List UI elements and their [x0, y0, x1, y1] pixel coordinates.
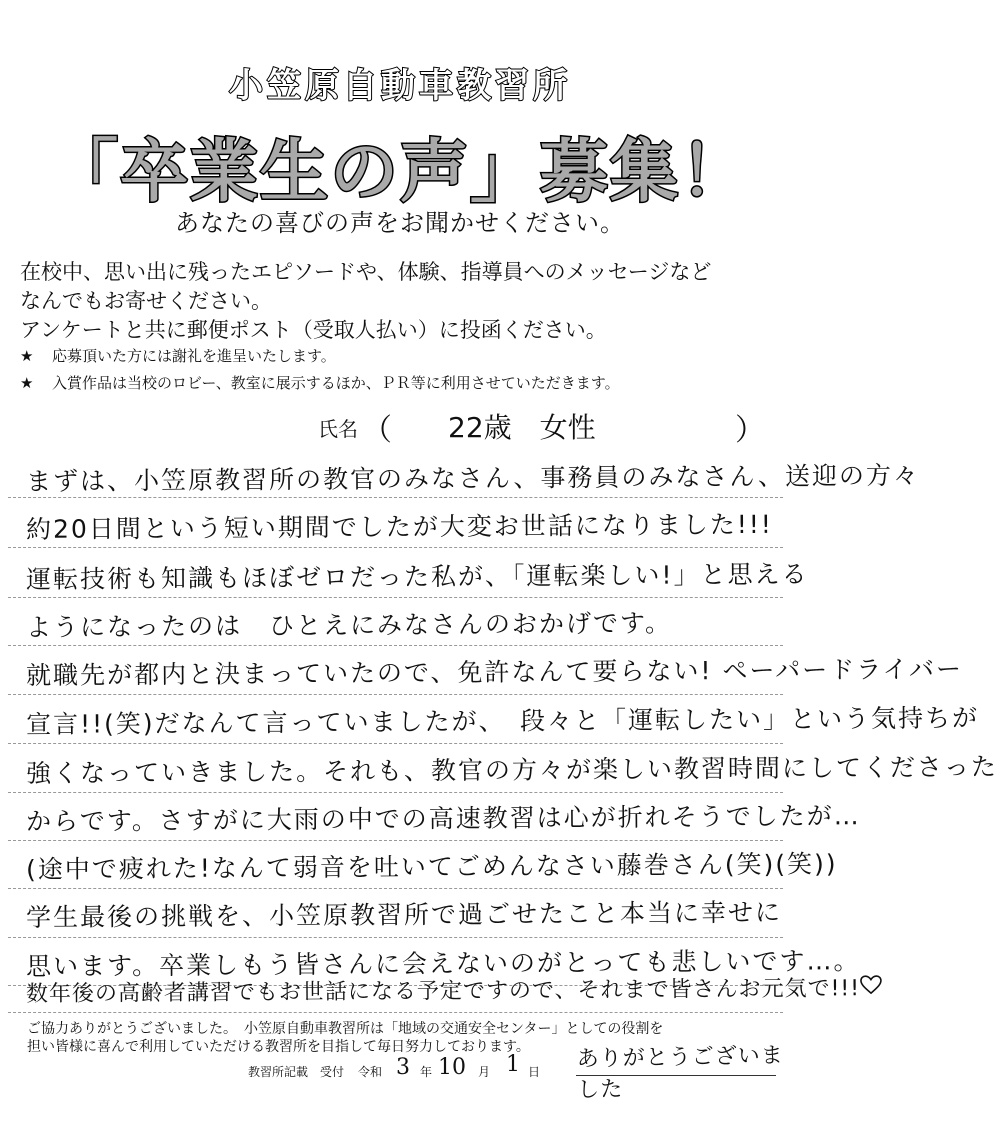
tagline: あなたの喜びの声をお聞かせください。: [175, 209, 625, 237]
footer-text: ご協力ありがとうございました。 小笠原自動車教習所は「地域の交通安全センター」としての役割を: [27, 1021, 664, 1037]
writing-rule: [8, 547, 783, 548]
message-line: (途中で疲れた!なんて弱音を吐いてごめんなさい藤巻さん(笑)(笑)): [25, 849, 838, 884]
receipt-day-unit: 日: [528, 1065, 541, 1079]
name-field: [0, 405, 800, 448]
open-paren: （: [362, 413, 392, 448]
writing-rule: [8, 694, 783, 695]
close-paren: ）: [735, 413, 765, 448]
note-text: 入賞作品は当校のロビー、教室に展示するほか、ＰＲ等に利用させていただきます。: [52, 374, 620, 392]
message-line: 学生最後の挑戦を、小笠原教習所で過ごせたこと本当に幸せに: [25, 897, 783, 932]
message-line-text: 数年後の高齢者講習でもお世話になる予定ですので、それまで皆さんお元気で!!!: [25, 976, 861, 1007]
message-line: ようになったのは ひとえにみなさんのおかげです。: [25, 608, 673, 642]
note-item: [20, 345, 790, 366]
writing-rule: [8, 743, 783, 744]
message-line: まずは、小笠原教習所の教官のみなさん、事務員のみなさん、送迎の方々: [25, 460, 921, 496]
message-line: [25, 972, 861, 1008]
writing-rule: [8, 1012, 783, 1013]
note-item: [20, 372, 790, 393]
intro-line: なんでもお寄せください。: [20, 289, 272, 313]
writing-rule: [8, 645, 783, 646]
message-line: からです。さすがに大雨の中での高速教習は心が折れそうでしたが…: [25, 801, 861, 836]
message-line: 強くなっていきました。それも、教官の方々が楽しい教習時間にしてくださった: [25, 752, 998, 788]
message-line: 運転技術も知識もほぼゼロだった私が、「運転楽しい!」と思える: [25, 559, 809, 594]
signature-underline: [576, 1075, 776, 1076]
handwritten-thanks: ありがとうございました: [576, 1043, 784, 1103]
message-line: 思います。卒業しもう皆さんに会えないのがとっても悲しいです…。: [25, 946, 861, 981]
message-line: 約20日間という短い期間でしたが大変お世話になりました!!!: [25, 509, 773, 544]
star-icon: ★: [20, 347, 34, 365]
message-line: 就職先が都内と決まっていたので、免許なんて要らない! ペーパードライバー: [25, 654, 964, 690]
star-icon: ★: [20, 374, 34, 392]
writing-rule: [8, 792, 783, 793]
message-line: 宣言!!(笑)だなんて言っていましたが、 段々と「運転したい」という気持ちが: [25, 703, 980, 739]
name-label: 氏名: [318, 417, 358, 441]
intro-line: アンケートと共に郵便ポスト（受取人払い）に投函ください。: [20, 318, 607, 342]
school-name: 小笠原自動車教習所: [229, 66, 571, 106]
page-headline: 「卒業生の声」募集！: [49, 133, 750, 212]
heart-icon: [860, 975, 882, 1001]
writing-rule: [8, 937, 783, 938]
note-text: 応募頂いた方には謝礼を進呈いたします。: [52, 347, 336, 365]
receipt-era: 令和: [358, 1065, 383, 1079]
receipt-day: 1: [506, 1052, 520, 1077]
receipt-year-unit: 年: [420, 1065, 433, 1079]
intro-line: 在校中、思い出に残ったエピソードや、体験、指導員へのメッセージなど: [20, 260, 712, 284]
writing-rule: [8, 888, 783, 889]
writing-rule: [8, 597, 783, 598]
receipt-year: 3: [396, 1055, 410, 1080]
footer-text: 担い皆様に喜んで利用していただける教習所を目指して毎日努力しております。: [27, 1039, 530, 1055]
receipt-month-unit: 月: [478, 1065, 491, 1079]
receipt-month: 10: [438, 1055, 466, 1080]
name-value: 22歳 女性: [448, 411, 596, 444]
writing-rule: [8, 840, 783, 841]
receipt-label: 教習所記載 受付: [248, 1065, 345, 1079]
